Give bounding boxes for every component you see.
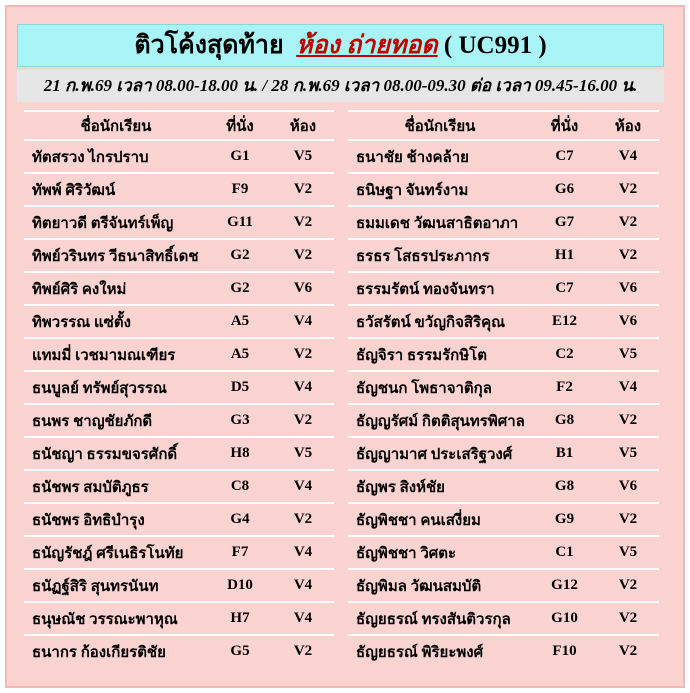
seat-cell: G3 (208, 405, 272, 436)
student-name: ธัญพร สิงห์ชัย (348, 471, 532, 502)
room-cell: V2 (272, 636, 334, 667)
room-cell: V5 (272, 438, 334, 469)
student-name: ธรรมรัตน์ ทองจันทรา (348, 273, 532, 304)
room-cell: V2 (597, 570, 659, 601)
student-name: ธัญพิชชา คนเสงี่ยม (348, 504, 532, 535)
room-cell: V2 (272, 174, 334, 205)
student-name: ธวัสรัตน์ ขวัญกิจสิริคุณ (348, 306, 532, 337)
table-row (24, 306, 334, 337)
table-row (348, 372, 659, 403)
room-cell: V2 (597, 603, 659, 634)
student-name: ทิพย์ศิริ คงใหม่ (24, 273, 208, 304)
room-cell: V2 (272, 339, 334, 370)
student-name: ทัตสรวง ไกรปราบ (24, 141, 208, 172)
seat-cell: E12 (532, 306, 597, 337)
seat-cell: D10 (208, 570, 272, 601)
table-row (348, 207, 659, 238)
student-name: ธัญญามาศ ประเสริฐวงศ์ (348, 438, 532, 469)
seat-cell: D5 (208, 372, 272, 403)
schedule-text: 21 ก.พ.69 เวลา 08.00-18.00 น. / 28 ก.พ.69 เวลา 08.00-09.30 ต่อ เวลา 09.45-16.00 น. (17, 70, 664, 102)
table-row (24, 174, 334, 205)
seat-cell: G8 (532, 471, 597, 502)
student-name: ธัญยธรณ์ พิริยะพงศ์ (348, 636, 532, 667)
right-seating-table (348, 110, 659, 669)
room-cell: V6 (597, 306, 659, 337)
title-room: ห้อง ถ่ายทอด (296, 32, 438, 59)
student-name: ธนัชญา ธรรมขจรศักดิ์ (24, 438, 208, 469)
seat-cell: G12 (532, 570, 597, 601)
room-cell: V2 (597, 207, 659, 238)
header-name: ชื่อนักเรียน (348, 112, 532, 139)
seat-cell: C7 (532, 273, 597, 304)
left-table-panel (24, 110, 334, 666)
header-room: ห้อง (597, 112, 659, 139)
table-row (24, 207, 334, 238)
seat-cell: G9 (532, 504, 597, 535)
title-code: ( UC991 ) (443, 32, 547, 59)
room-cell: V2 (272, 405, 334, 436)
room-cell: V2 (597, 405, 659, 436)
table-row (348, 537, 659, 568)
seat-cell: G6 (532, 174, 597, 205)
left-seating-table (24, 110, 334, 669)
student-name: ธัญพิมล วัฒนสมบัติ (348, 570, 532, 601)
seat-cell: A5 (208, 339, 272, 370)
student-name: ธนบูลย์ ทรัพย์สุวรรณ (24, 372, 208, 403)
student-name: ธนากร ก้องเกียรติชัย (24, 636, 208, 667)
table-row (348, 438, 659, 469)
seat-cell: G2 (208, 273, 272, 304)
seat-cell: G4 (208, 504, 272, 535)
right-table-header (348, 112, 659, 139)
student-name: ธนุษณัช วรรณะพาหุณ (24, 603, 208, 634)
student-name: ทิพย์วรินทร วีธนาสิทธิ์เดช (24, 240, 208, 271)
seat-cell: A5 (208, 306, 272, 337)
page-title (17, 24, 664, 67)
seat-cell: C2 (532, 339, 597, 370)
seat-cell: C1 (532, 537, 597, 568)
table-row (348, 504, 659, 535)
room-cell: V6 (597, 471, 659, 502)
room-cell: V4 (272, 306, 334, 337)
room-cell: V2 (597, 174, 659, 205)
table-row (24, 636, 334, 667)
table-row (24, 603, 334, 634)
table-row (24, 438, 334, 469)
student-name: ทัพพ์ ศิริวัฒน์ (24, 174, 208, 205)
student-name: ธนัญรัชฎ์ ศรีเนธิรโนทัย (24, 537, 208, 568)
table-row (24, 537, 334, 568)
table-row (24, 273, 334, 304)
seat-cell: H1 (532, 240, 597, 271)
room-cell: V2 (272, 207, 334, 238)
seat-cell: H8 (208, 438, 272, 469)
student-name: ธัญยธรณ์ ทรงสันติวรกุล (348, 603, 532, 634)
header-room: ห้อง (272, 112, 334, 139)
table-row (24, 471, 334, 502)
seat-cell: G2 (208, 240, 272, 271)
seat-cell: H7 (208, 603, 272, 634)
seat-cell: G1 (208, 141, 272, 172)
table-row (348, 339, 659, 370)
right-table-panel (348, 110, 659, 666)
room-cell: V6 (597, 273, 659, 304)
table-row (348, 141, 659, 172)
student-name: ธนิษฐา จันทร์งาม (348, 174, 532, 205)
table-row (348, 603, 659, 634)
seat-cell: F2 (532, 372, 597, 403)
student-name: ธัญจิรา ธรรมรักษิโต (348, 339, 532, 370)
room-cell: V4 (597, 141, 659, 172)
room-cell: V5 (272, 141, 334, 172)
table-row (348, 306, 659, 337)
seat-cell: F7 (208, 537, 272, 568)
table-row (348, 405, 659, 436)
table-row (24, 570, 334, 601)
student-name: ธมมเดช วัฒนสาธิตอาภา (348, 207, 532, 238)
student-name: ธัญชนก โพธาจาติกุล (348, 372, 532, 403)
room-cell: V4 (272, 570, 334, 601)
seat-cell: F9 (208, 174, 272, 205)
student-name: แทมมี่ เวชมามณเฑียร (24, 339, 208, 370)
student-name: ธนัชพร อิทธิบำรุง (24, 504, 208, 535)
table-row (24, 504, 334, 535)
header-name: ชื่อนักเรียน (24, 112, 208, 139)
seat-cell: B1 (532, 438, 597, 469)
table-row (24, 240, 334, 271)
seat-cell: G11 (208, 207, 272, 238)
student-name: ธนพร ชาญชัยภักดี (24, 405, 208, 436)
student-name: ธัญญรัศม์ กิตติสุนทรพิศาล (348, 405, 532, 436)
room-cell: V5 (597, 537, 659, 568)
header-seat: ที่นั่ง (208, 112, 272, 139)
header-seat: ที่นั่ง (532, 112, 597, 139)
seat-cell: F10 (532, 636, 597, 667)
seat-cell: C7 (532, 141, 597, 172)
student-name: ทิตยาวดี ตรีจันทร์เพ็ญ (24, 207, 208, 238)
room-cell: V5 (597, 438, 659, 469)
room-cell: V4 (272, 537, 334, 568)
seat-cell: G7 (532, 207, 597, 238)
table-row (24, 141, 334, 172)
seat-cell: G8 (532, 405, 597, 436)
table-row (24, 339, 334, 370)
student-name: ทิพวรรณ แซ่ตั้ง (24, 306, 208, 337)
room-cell: V2 (597, 636, 659, 667)
student-name: ธรธร โสธรประภากร (348, 240, 532, 271)
student-name: ธนัชพร สมบัติภูธร (24, 471, 208, 502)
table-row (348, 471, 659, 502)
room-cell: V5 (597, 339, 659, 370)
seat-cell: G10 (532, 603, 597, 634)
student-name: ธัญพิชชา วิศตะ (348, 537, 532, 568)
room-cell: V2 (272, 504, 334, 535)
table-row (348, 174, 659, 205)
room-cell: V6 (272, 273, 334, 304)
title-prefix: ติวโค้งสุดท้าย (134, 32, 284, 59)
room-cell: V4 (597, 372, 659, 403)
left-table-header (24, 112, 334, 139)
seat-cell: C8 (208, 471, 272, 502)
table-row (348, 273, 659, 304)
room-cell: V2 (597, 240, 659, 271)
room-cell: V4 (272, 372, 334, 403)
table-row (24, 372, 334, 403)
student-name: ธนาชัย ช้างคล้าย (348, 141, 532, 172)
seat-cell: G5 (208, 636, 272, 667)
table-row (348, 636, 659, 667)
room-cell: V2 (597, 504, 659, 535)
room-cell: V4 (272, 471, 334, 502)
table-row (24, 405, 334, 436)
table-row (348, 570, 659, 601)
room-cell: V2 (272, 240, 334, 271)
table-row (348, 240, 659, 271)
student-name: ธนัฏฐ์สิริ สุนทรนันท (24, 570, 208, 601)
room-cell: V4 (272, 603, 334, 634)
